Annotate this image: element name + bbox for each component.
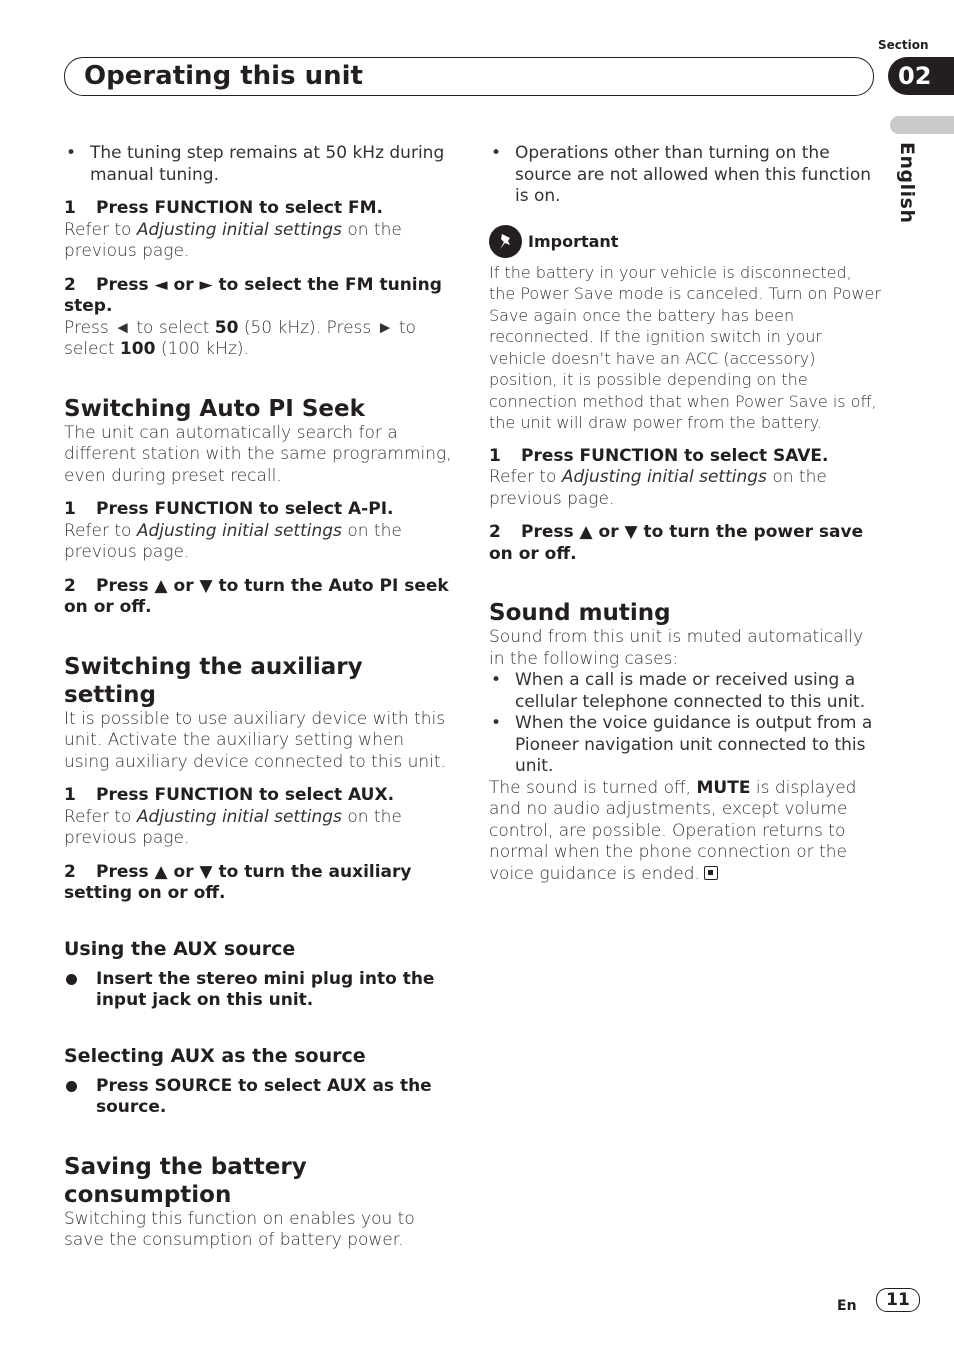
fm-step-1-refer: Refer to Adjusting initial settings on the previous page. (64, 219, 402, 261)
end-of-section-icon (704, 866, 718, 880)
battery-body: Switching this function on enables you to save the consumption of battery power. (64, 1208, 415, 1250)
aux-setting-step-1: 1 Press FUNCTION to select AUX. (64, 785, 395, 805)
footer-language: En (837, 1298, 857, 1314)
important-header (489, 225, 881, 259)
language-tab-label: English (896, 142, 918, 224)
section-number: 02 (888, 57, 954, 95)
language-tab-marker (890, 116, 954, 134)
sound-muting-intro: Sound from this unit is muted automatically in the following cases: (489, 627, 864, 669)
fm-step-1: 1 Press FUNCTION to select FM. (64, 198, 384, 218)
auto-pi-step-1: 1 Press FUNCTION to select A-PI. (64, 499, 394, 519)
selecting-aux-heading: Selecting AUX as the source (64, 1044, 366, 1067)
page-number: 11 (876, 1288, 920, 1312)
pin-icon (489, 225, 522, 258)
save-refer: Refer to Adjusting initial settings on the previous page. (489, 467, 827, 509)
using-aux-step: Insert the stereo mini plug into the input jack on this unit. (64, 969, 454, 1012)
save-step-1: 1 Press FUNCTION to select SAVE. (489, 445, 829, 466)
fm-step-2-body: Press ◄ to select 50 (50 kHz). Press ► to select 100 (100 kHz). (64, 317, 416, 359)
aux-setting-heading: Switching the auxiliary setting (64, 653, 363, 708)
left-column (64, 143, 454, 1252)
save-step-2: 2 Press ▲ or ▼ to turn the power save on or off. (489, 522, 864, 564)
important-body: If the battery in your vehicle is disconnected, the Power Save mode is canceled. Turn on Power Save again once the battery has been reconnected. If the ignition switch in your vehicle doesn’t have an ACC (accessory) position, it is possible depending on the connection method that when Power Save is off, the unit will draw power from the battery. (489, 262, 881, 432)
section-label: Section (878, 38, 929, 52)
aux-setting-body: It is possible to use auxiliary device with this unit. Activate the auxiliary setting when using auxiliary device connected to this unit. (64, 708, 446, 772)
right-column (489, 143, 881, 885)
important-label: Important (528, 232, 619, 251)
page-title: Operating this unit (84, 61, 363, 91)
auto-pi-refer: Refer to Adjusting initial settings on the previous page. (64, 520, 402, 562)
aux-setting-refer: Refer to Adjusting initial settings on the previous page. (64, 806, 402, 848)
muting-case-1: • When a call is made or received using a cellular telephone connected to this unit. (489, 670, 881, 713)
auto-pi-body: The unit can automatically search for a different station with the same programming, even during preset recall. (64, 422, 452, 486)
selecting-aux-step: Press SOURCE to select AUX as the source. (64, 1076, 454, 1119)
operations-note: • Operations other than turning on the source are not allowed when this function is on. (489, 143, 881, 208)
aux-setting-step-2: 2 Press ▲ or ▼ to turn the auxiliary setting on or off. (64, 861, 412, 903)
tuning-step-note: • The tuning step remains at 50 kHz during manual tuning. (64, 143, 454, 186)
using-aux-heading: Using the AUX source (64, 937, 296, 960)
auto-pi-step-2: 2 Press ▲ or ▼ to turn the Auto PI seek on or off. (64, 575, 449, 617)
auto-pi-heading: Switching Auto PI Seek (64, 395, 365, 422)
battery-heading: Saving the battery consumption (64, 1153, 307, 1208)
fm-step-2: 2 Press ◄ or ► to select the FM tuning step. (64, 274, 442, 316)
sound-muting-closing: The sound is turned off, MUTE is displayed and no audio adjustments, except volume control, are possible. Operation returns to normal when the phone connection or the voice guidance is ended. (489, 777, 857, 884)
muting-case-2: • When the voice guidance is output from a Pioneer navigation unit connected to this unit. (489, 713, 881, 778)
sound-muting-heading: Sound muting (489, 600, 671, 626)
